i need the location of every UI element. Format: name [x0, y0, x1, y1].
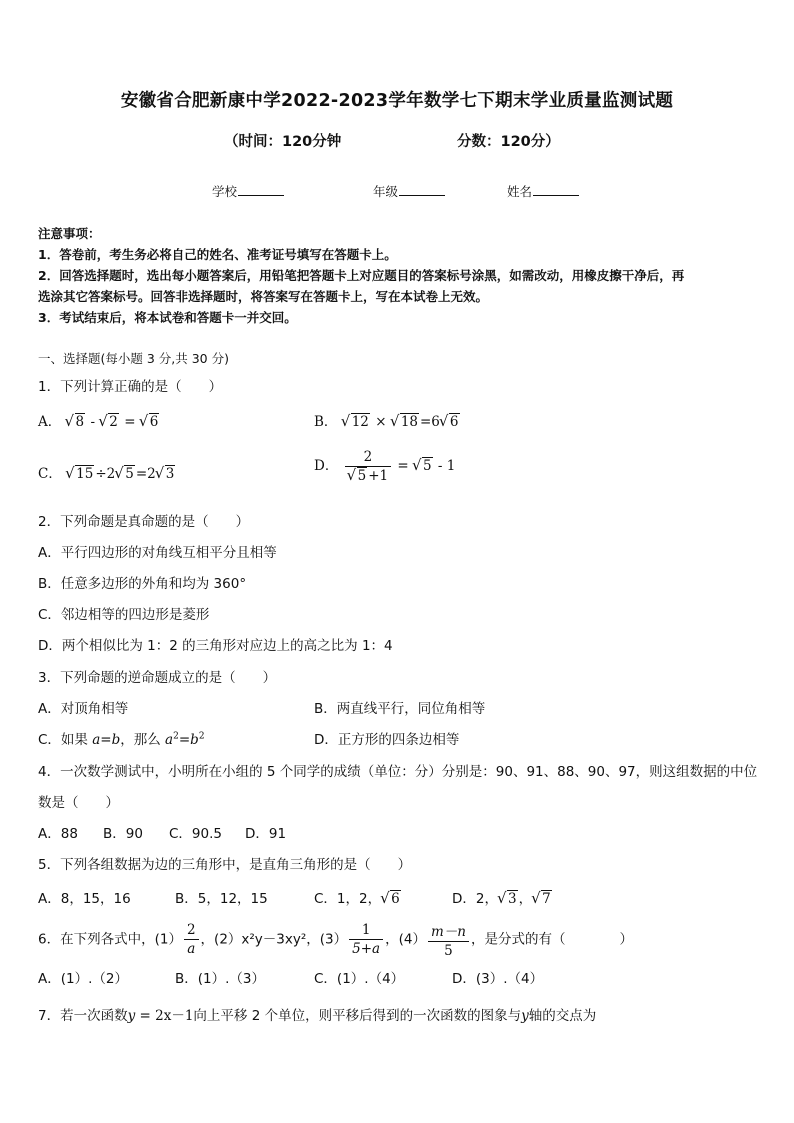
exam-score: 分数：120分）	[457, 134, 560, 150]
fraction: 2 √ 5 +1	[345, 449, 392, 484]
q1-option-a[interactable]: A． √ 8 - √ 2 = √ 6	[38, 410, 160, 430]
q2-stem: 2．下列命题是真命题的是（ ）	[38, 514, 250, 530]
q3-stem: 3．下列命题的逆命题成立的是（ ）	[38, 670, 277, 686]
q6-option-d[interactable]: D．(3）.（4）	[452, 971, 544, 987]
q5-stem: 5．下列各组数据为边的三角形中，是直角三角形的是（ ）	[38, 857, 412, 873]
q3-option-b[interactable]: B．两直线平行，同位角相等	[314, 701, 486, 717]
notice-heading: 注意事项：	[38, 226, 101, 241]
sqrt-symbol: √ 6	[381, 891, 401, 907]
name-label: 姓名	[507, 184, 533, 199]
school-blank[interactable]	[238, 183, 284, 196]
exam-title: 安徽省合肥新康中学2022-2023学年数学七下期末学业质量监测试题	[120, 91, 674, 111]
q4-option-d[interactable]: D．91	[245, 826, 287, 842]
sqrt-symbol: √ 3	[498, 891, 518, 907]
q6-stem: 6．在下列各式中，(1） $\frac{2}{a}$ ，(2）x²y－3xy²，(3） $\frac{1}{5+a}$ ，(4） $\frac{m-n}{5}$ ，是分式的有（ ）	[38, 922, 633, 959]
notice-item: 3．考试结束后，将本试卷和答题卡一并交回。	[38, 310, 297, 325]
fraction: $\frac{1}{5+a}$	[349, 922, 383, 957]
q3-option-d[interactable]: D．正方形的四条边相等	[314, 732, 460, 748]
sqrt-symbol: √ 3	[156, 466, 176, 482]
name-field[interactable]	[507, 182, 579, 200]
q5-option-b[interactable]: B．5，12，15	[175, 891, 268, 907]
sqrt-symbol: √ 6	[440, 414, 460, 430]
q2-option-a[interactable]: A．平行四边形的对角线互相平分且相等	[38, 545, 277, 561]
sqrt-symbol: √ 7	[532, 891, 552, 907]
q5-option-c[interactable]: C．1，2，√ 6	[314, 887, 402, 907]
q6-option-a[interactable]: A．(1）.（2）	[38, 971, 128, 987]
q4-option-a[interactable]: A．88	[38, 826, 78, 842]
q7-stem: 7．若一次函数y = 2x－1向上平移 2 个单位，则平移后得到的一次函数的图象与y轴的交点为	[38, 1008, 597, 1024]
q6-option-c[interactable]: C．(1）.（4）	[314, 971, 405, 987]
school-label: 学校	[212, 184, 238, 199]
notice-item: 1．答卷前，考生务必将自己的姓名、准考证号填写在答题卡上。	[38, 247, 397, 262]
sqrt-symbol: √ 15	[66, 466, 94, 482]
grade-field[interactable]	[373, 182, 445, 200]
sqrt-symbol: √ 5	[413, 458, 433, 474]
sqrt-symbol: √ 8	[66, 414, 86, 430]
q2-option-c[interactable]: C．邻边相等的四边形是菱形	[38, 607, 210, 623]
sqrt-symbol: √ 6	[140, 414, 160, 430]
q1-stem: 1．下列计算正确的是（ ）	[38, 379, 223, 395]
notice-item: 选涂其它答案标号。回答非选择题时，将答案写在答题卡上，写在本试卷上无效。	[38, 289, 489, 304]
q4-stem-line1: 4．一次数学测试中，小明所在小组的 5 个同学的成绩（单位：分）分别是：90、91、88、90、97，则这组数据的中位	[38, 764, 758, 780]
q3-option-c[interactable]: C．如果 a=b，那么 $a^2=b^2$	[38, 731, 205, 748]
q1-option-b[interactable]: B． √ 12 × √ 18 =6√ 6	[314, 410, 461, 430]
q2-option-b[interactable]: B．任意多边形的外角和均为 360°	[38, 576, 247, 592]
sqrt-symbol: √ 2	[99, 414, 119, 430]
q1-option-c[interactable]: C． √ 15 ÷2√ 5 =2√ 3	[38, 462, 176, 482]
sqrt-symbol: √ 18	[391, 414, 419, 430]
q3-option-a[interactable]: A．对顶角相等	[38, 701, 129, 717]
q5-option-a[interactable]: A．8，15，16	[38, 891, 131, 907]
name-blank[interactable]	[533, 183, 579, 196]
q4-stem-line2: 数是（ ）	[38, 795, 119, 811]
q1-option-d[interactable]: D． 2 √ 5 +1 = √ 5 - 1	[314, 449, 455, 484]
section-heading: 一、选择题(每小题 3 分,共 30 分)	[38, 351, 229, 366]
exam-time: （时间：120分钟	[224, 134, 342, 150]
q4-option-c[interactable]: C．90.5	[169, 826, 222, 842]
grade-blank[interactable]	[399, 183, 445, 196]
grade-label: 年级	[373, 184, 399, 199]
sqrt-symbol: √ 5	[348, 468, 368, 484]
sqrt-symbol: √ 12	[342, 414, 370, 430]
school-field[interactable]	[212, 182, 284, 200]
q6-option-b[interactable]: B．(1）.（3）	[175, 971, 265, 987]
q4-option-b[interactable]: B．90	[103, 826, 143, 842]
q5-option-d[interactable]: D．2，√ 3 ，√ 7	[452, 887, 553, 907]
fraction: $\frac{m-n}{5}$	[428, 920, 469, 959]
sqrt-symbol: √ 5	[115, 466, 135, 482]
notice-item: 2．回答选择题时，选出每小题答案后，用铅笔把答题卡上对应题目的答案标号涂黑，如需改动，用橡皮擦干净后，再	[38, 268, 685, 283]
fraction: $\frac{2}{a}$	[184, 922, 199, 957]
q2-option-d[interactable]: D．两个相似比为 1：2 的三角形对应边上的高之比为 1：4	[38, 638, 393, 654]
